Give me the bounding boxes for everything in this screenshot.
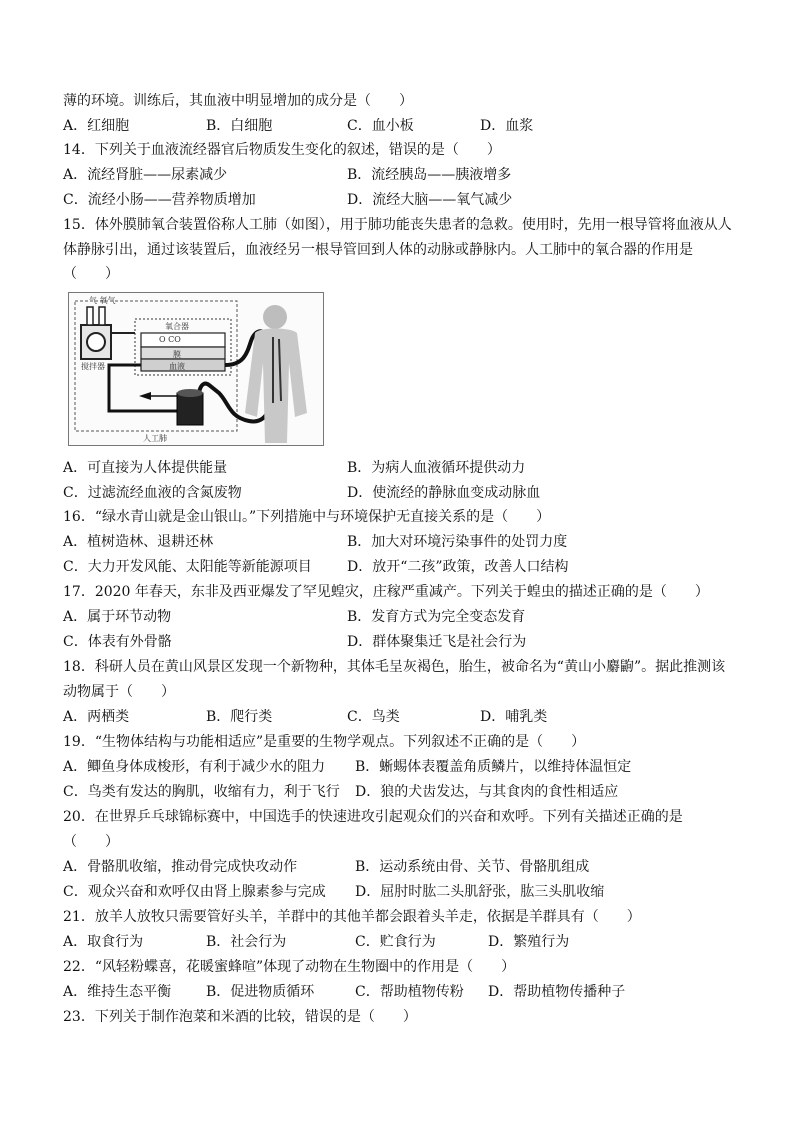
device-label: 人工肺: [143, 434, 167, 443]
question-19-stem: 19．“生物体结构与功能相适应”是重要的生物学观点。下列叙述不正确的是（ ）: [63, 734, 586, 750]
q15-option-b: B．为病人血液循环提供动力: [347, 460, 526, 476]
q18-option-d: D．哺乳类: [480, 709, 548, 725]
gas-exchange-label: O CO: [159, 335, 181, 344]
q19-option-b: B．蜥蜴体表覆盖角质鳞片，以维持体温恒定: [355, 759, 632, 775]
q22-option-c: C．帮助植物传粉: [355, 984, 464, 1000]
q18-option-b: B．爬行类: [206, 709, 273, 725]
question-13-stem-end: 薄的环境。训练后，其血液中明显增加的成分是（ ）: [63, 93, 413, 109]
q20-option-c: C．观众兴奋和欢呼仅由肾上腺素参与完成: [63, 884, 326, 900]
q14-option-a: A．流经肾脏——尿素减少: [63, 167, 228, 183]
stirrer-label: 搅拌器: [81, 362, 105, 371]
q15-option-c: C．过滤流经血液的含氮废物: [63, 485, 242, 501]
blood-label: 血液: [169, 362, 185, 371]
question-22-stem: 22．“风轻粉蝶喜，花暖蜜蜂喧”体现了动物在生物圈中的作用是（ ）: [63, 959, 516, 975]
question-14-stem: 14．下列关于血液流经器官后物质发生变化的叙述，错误的是（ ）: [63, 142, 501, 158]
q13-option-c: C．血小板: [347, 118, 414, 134]
q19-option-d: D．狼的犬齿发达，与其食肉的食性相适应: [355, 784, 619, 800]
question-23-stem: 23．下列关于制作泡菜和米酒的比较，错误的是（ ）: [63, 1009, 417, 1025]
question-15-stem-line3: （ ）: [63, 266, 119, 282]
q20-option-a: A．骨骼肌收缩，推动骨完成快攻动作: [63, 859, 298, 875]
oxygenator-label: 氧合器: [165, 322, 189, 331]
q22-option-a: A．维持生态平衡: [63, 984, 172, 1000]
q15-option-a: A．可直接为人体提供能量: [63, 460, 228, 476]
artificial-lung-diagram: [69, 293, 323, 445]
q20-option-b: B．运动系统由骨、关节、骨骼肌组成: [355, 859, 590, 875]
q18-option-c: C．鸟类: [347, 709, 400, 725]
question-18-stem-line1: 18．科研人员在黄山风景区发现一个新物种，其体毛呈灰褐色，胎生，被命名为“黄山小麝鼩”。据此推测该: [63, 659, 726, 675]
q14-option-c: C．流经小肠——营养物质增加: [63, 192, 256, 208]
q19-option-a: A．鲫鱼身体成梭形，有利于减少水的阻力: [63, 759, 326, 775]
q17-option-d: D．群体聚集迁飞是社会行为: [347, 634, 527, 650]
question-20-stem-line1: 20．在世界乒乓球锦标赛中，中国选手的快速进攻引起观众们的兴奋和欢呼。下列有关描述正确的是: [63, 809, 683, 825]
q22-option-b: B．促进物质循环: [206, 984, 315, 1000]
question-20-stem-line2: （ ）: [63, 834, 119, 850]
q13-option-b: B．白细胞: [206, 118, 273, 134]
q22-option-d: D．帮助植物传播种子: [488, 984, 626, 1000]
q21-option-d: D．繁殖行为: [488, 934, 570, 950]
q16-option-a: A．植树造林、退耕还林: [63, 534, 214, 550]
question-16-stem: 16．“绿水青山就是金山银山。”下列措施中与环境保护无直接关系的是（ ）: [63, 509, 551, 525]
q16-option-d: D．放开“二孩”政策，改善人口结构: [347, 559, 569, 575]
membrane-label: 膜: [173, 350, 181, 359]
q15-option-d: D．使流经的静脉血变成动脉血: [347, 485, 541, 501]
artificial-lung-figure: [68, 292, 324, 446]
q17-option-c: C．体表有外骨骼: [63, 634, 172, 650]
question-21-stem: 21．放羊人放牧只需要管好头羊，羊群中的其他羊都会跟着头羊走，依据是羊群具有（ ）: [63, 909, 641, 925]
q20-option-d: D．屈肘时肱二头肌舒张，肱三头肌收缩: [355, 884, 605, 900]
q19-option-c: C．鸟类有发达的胸肌，收缩有力，利于飞行: [63, 784, 340, 800]
question-15-stem-line1: 15．体外膜肺氧合装置俗称人工肺（如图），用于肺功能丧失患者的急救。使用时，先用一根导管将血液从人: [63, 217, 732, 233]
q14-option-b: B．流经胰岛——胰液增多: [347, 167, 512, 183]
q16-option-c: C．大力开发风能、太阳能等新能源项目: [63, 559, 312, 575]
q13-option-a: A．红细胞: [63, 118, 130, 134]
question-18-stem-line2: 动物属于（ ）: [63, 684, 175, 700]
q14-option-d: D．流经大脑——氧气减少: [347, 192, 513, 208]
gas-label: 气 氧气: [89, 296, 116, 305]
question-15-stem-line2: 体静脉引出，通过该装置后，血液经另一根导管回到人体的动脉或静脉内。人工肺中的氧合器的作用是: [63, 242, 693, 258]
q17-option-a: A．属于环节动物: [63, 609, 172, 625]
question-17-stem: 17．2020 年春天，东非及西亚爆发了罕见蝗灾，庄稼严重减产。下列关于蝗虫的描述正确的是（ ）: [63, 584, 709, 600]
q21-option-c: C．贮食行为: [355, 934, 436, 950]
q18-option-a: A．两栖类: [63, 709, 130, 725]
q21-option-b: B．社会行为: [206, 934, 287, 950]
q21-option-a: A．取食行为: [63, 934, 144, 950]
q16-option-b: B．加大对环境污染事件的处罚力度: [347, 534, 568, 550]
q17-option-b: B．发育方式为完全变态发育: [347, 609, 526, 625]
q13-option-d: D．血浆: [480, 118, 534, 134]
